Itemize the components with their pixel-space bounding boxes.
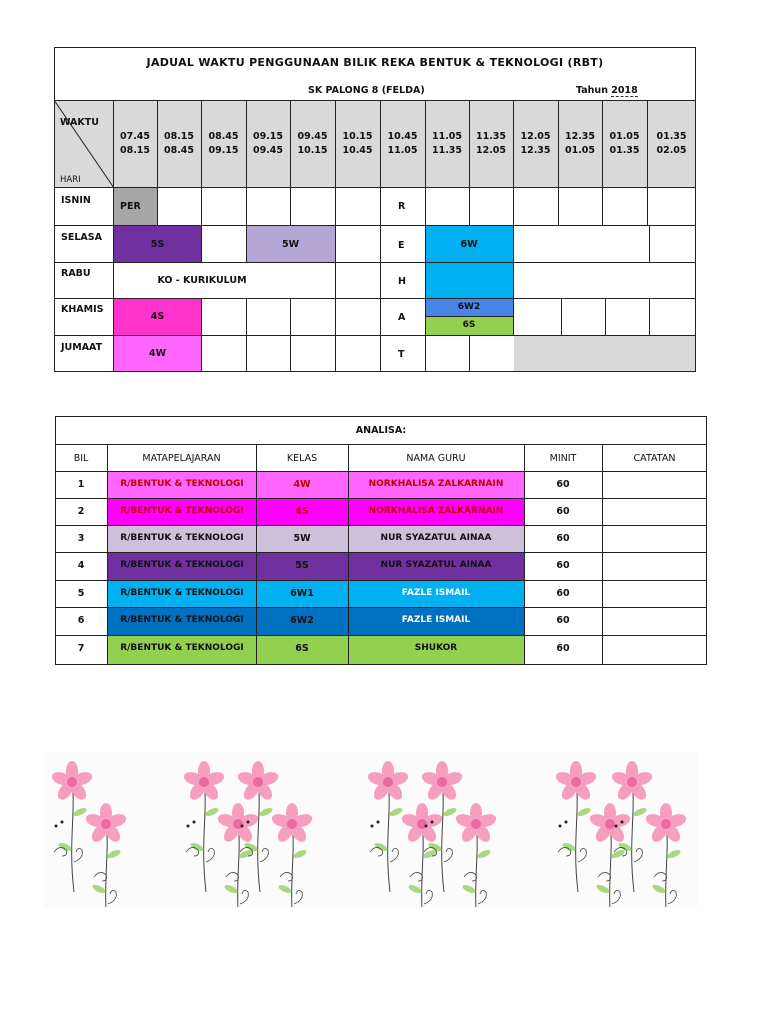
day-jumaat: JUMAAT (61, 342, 103, 353)
entry-khamis-4s: 4S (150, 311, 165, 322)
row-minit: 60 (556, 588, 570, 599)
row-kelas: 5S (295, 560, 309, 571)
row-bil: 7 (77, 643, 85, 654)
entry-selasa-5s: 5S (150, 239, 165, 250)
row-bil: 2 (77, 506, 85, 517)
slot-8: 11.05 11.35 (431, 131, 463, 156)
row-guru: NUR SYAZATUL AINAA (380, 560, 492, 570)
slot-12: 01.05 01.35 (609, 131, 640, 156)
slot-10: 12.05 12.35 (520, 131, 551, 156)
row-subject: R/BENTUK & TEKNOLOGI (120, 560, 244, 570)
rehat-h: H (398, 276, 406, 287)
row-kelas: 4W (293, 479, 311, 490)
slot-1: 07.45 08.15 (119, 131, 151, 156)
row-kelas: 6S (295, 643, 309, 654)
day-rabu: RABU (61, 268, 91, 279)
slot-2: 08.15 08.45 (163, 131, 195, 156)
day-khamis: KHAMIS (61, 304, 104, 315)
row-guru: SHUKOR (414, 643, 458, 653)
entry-khamis-6w2: 6W2 (457, 302, 481, 312)
row-guru: FAZLE ISMAIL (401, 588, 471, 598)
row-bil: 4 (77, 560, 85, 571)
year-label-text: Tahun (576, 85, 608, 96)
corner-waktu: WAKTU (60, 117, 99, 128)
analysis-title: ANALISA: (355, 425, 407, 436)
row-bil: 3 (77, 533, 85, 544)
slot-3: 08.45 09.15 (208, 131, 239, 156)
row-minit: 60 (556, 643, 570, 654)
header-matapelajaran: MATAPELAJARAN (142, 453, 221, 464)
header-nama-guru: NAMA GURU (406, 453, 466, 464)
row-subject: R/BENTUK & TEKNOLOGI (120, 643, 244, 653)
header-kelas: KELAS (286, 453, 318, 464)
entry-selasa-5w: 5W (281, 239, 300, 250)
year-value: 2018 (611, 85, 638, 96)
slot-11: 12.35 01.05 (564, 131, 596, 156)
row-guru: FAZLE ISMAIL (401, 615, 471, 625)
row-minit: 60 (556, 479, 570, 490)
header-minit: MINIT (549, 453, 577, 464)
row-kelas: 4S (295, 506, 309, 517)
row-guru: NUR SYAZATUL AINAA (380, 533, 492, 543)
row-kelas: 5W (293, 533, 311, 544)
row-subject: R/BENTUK & TEKNOLOGI (120, 588, 244, 598)
slot-13: 01.35 02.05 (656, 131, 687, 156)
flower-border-icon (44, 752, 698, 907)
row-subject: R/BENTUK & TEKNOLOGI (120, 479, 244, 489)
row-minit: 60 (556, 615, 570, 626)
row-guru: NORKHALISA ZALKARNAIN (368, 506, 504, 516)
rehat-r: R (398, 201, 406, 212)
row-guru: NORKHALISA ZALKARNAIN (368, 479, 504, 489)
row-bil: 5 (77, 588, 85, 599)
corner-hari: HARI (60, 175, 81, 185)
row-bil: 6 (77, 615, 85, 626)
day-isnin: ISNIN (61, 195, 91, 206)
row-subject: R/BENTUK & TEKNOLOGI (120, 615, 244, 625)
rehat-e: E (398, 240, 405, 251)
slot-7: 10.45 11.05 (387, 131, 418, 156)
day-selasa: SELASA (61, 232, 102, 243)
row-kelas: 6W1 (290, 588, 314, 599)
slot-9: 11.35 12.05 (475, 131, 507, 156)
row-kelas: 6W2 (290, 615, 314, 626)
entry-jumaat-4w: 4W (148, 348, 167, 359)
slot-5: 09.45 10.15 (297, 131, 328, 156)
row-minit: 60 (556, 533, 570, 544)
rehat-a: A (398, 312, 406, 323)
row-subject: R/BENTUK & TEKNOLOGI (120, 506, 244, 516)
entry-khamis-6s: 6S (462, 320, 476, 330)
cell-jumaat-blocked (514, 336, 695, 371)
row-minit: 60 (556, 506, 570, 517)
slot-6: 10.15 10.45 (342, 131, 373, 156)
row-bil: 1 (77, 479, 85, 490)
header-catatan: CATATAN (633, 453, 676, 464)
entry-selasa-6w: 6W (460, 239, 478, 250)
entry-rabu-ko: KO - KURIKULUM (157, 275, 247, 286)
header-bil: BIL (73, 453, 89, 464)
rehat-t: T (398, 349, 405, 360)
timetable-title: JADUAL WAKTU PENGGUNAAN BILIK REKA BENTUK & TEKNOLOGI (RBT) (146, 56, 604, 69)
school-name: SK PALONG 8 (FELDA) (308, 85, 425, 96)
slot-4: 09.15 09.45 (252, 131, 284, 156)
entry-isnin-per: PER (120, 201, 141, 212)
flower-border-svg (44, 752, 698, 907)
row-subject: R/BENTUK & TEKNOLOGI (120, 533, 244, 543)
row-minit: 60 (556, 560, 570, 571)
cell-rabu-6w (425, 263, 513, 298)
year-label (576, 85, 638, 96)
